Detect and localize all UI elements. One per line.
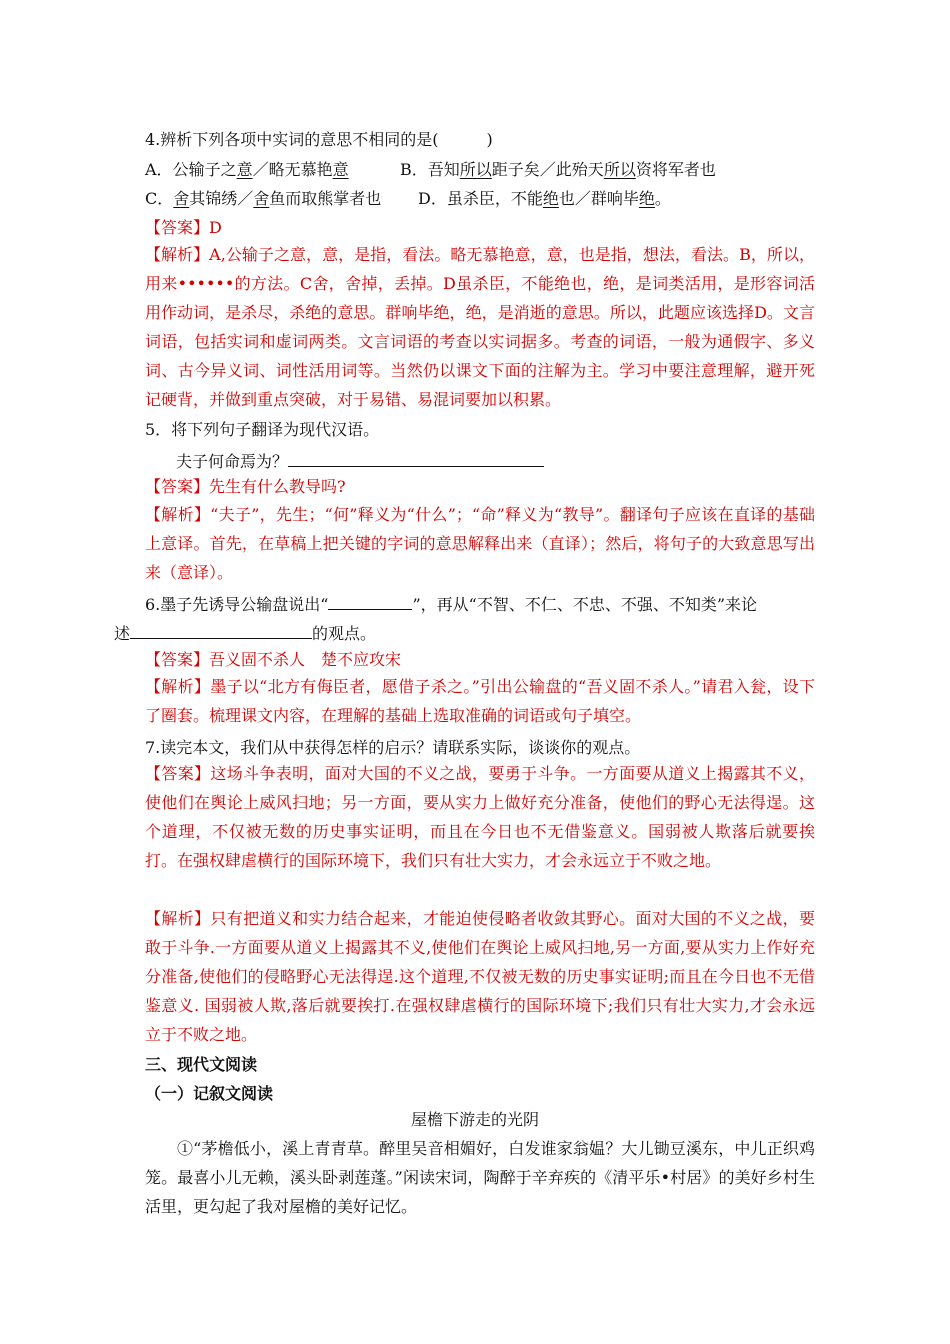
q6-blank-2[interactable] <box>130 621 312 639</box>
option-d-text-1: 虽杀臣，不能 <box>446 189 543 208</box>
q4-answer: 【答案】D <box>145 218 222 237</box>
q6-stem-b: ”，再从“不智、不仁、不忠、不强、不知类”来论 <box>412 595 757 614</box>
section-heading: 三、现代文阅读 <box>145 1055 258 1074</box>
q6-stem-d: 的观点。 <box>312 624 377 643</box>
q7-stem: 7.读完本文，我们从中获得怎样的启示？请联系实际，谈谈你的观点。 <box>145 738 641 757</box>
q7-answer: 【答案】这场斗争表明，面对大国的不义之战，要勇于斗争。一方面要从道义上揭露其不义，使他们在舆论上威风扫地；另一方面，要从实力上做好充分准备，使他们的野心无法得逞。这个道理，不仅被无数的历史事实证明，而且在今日也不无借鉴意义。国弱被人欺落后就要挨打。在强权肆虐横行的国际环境下，我们只有壮大实力，才会永远立于不败之地。 <box>145 764 815 870</box>
q7-analysis: 【解析】只有把道义和实力结合起来，才能迫使侵略者收敛其野心。面对大国的不义之战，要敢于斗争.一方面要从道义上揭露其不义,使他们在舆论上威风扫地,另一方面,要从实力上作好充分准备,使他们的侵略野心无法得逞.这个道理,不仅被无数的历史事实证明;而且在今日也不无借鉴意义. 国弱被人欺,落后就要挨打.在强权肆虐横行的国际环境下;我们只有壮大实力,才会永远立于不败之地。 <box>145 909 815 1044</box>
section-subheading: （一）记叙文阅读 <box>145 1084 274 1103</box>
q5-answer-blank[interactable] <box>288 449 544 467</box>
q6-answer: 【答案】吾义固不杀人 楚不应攻宋 <box>145 650 402 669</box>
option-a-text-1: 公输子之 <box>172 160 237 179</box>
option-c-underlined-2: 舍 <box>253 189 270 208</box>
q5-answer: 【答案】先生有什么教导吗? <box>145 477 346 496</box>
q6-analysis: 【解析】墨子以“北方有侮臣者，愿借子杀之。”引出公输盘的“吾义固不杀人。”请君入瓮，设下了圈套。梳理课文内容，在理解的基础上选取准确的词语或句子填空。 <box>145 677 815 725</box>
option-d-text-2: 也／群响毕 <box>558 189 639 208</box>
q4-option-b <box>400 160 716 180</box>
q6-blank-1[interactable] <box>328 592 412 610</box>
q4-options-row-1 <box>145 160 349 180</box>
option-d-label: D． <box>418 189 447 208</box>
option-b-underlined-2: 所以 <box>603 160 636 179</box>
q4-stem: 4.辨析下列各项中实词的意思不相同的是( ) <box>145 130 493 149</box>
option-a-text-2: ／略无慕艳 <box>252 160 333 179</box>
q4-analysis: 【解析】A,公输子之意，意，是指，看法。略无慕艳意，意，也是指，想法，看法。B，所以，用来••••••的方法。C舍，舍掉，丢掉。D虽杀臣，不能绝也，绝，是词类活用，是形容词活用作动词，是杀尽，杀绝的意思。群响毕绝，绝，是消逝的意思。所以，此题应该选择D。文言词语，包括实词和虚词两类。文言词语的考查以实词据多。考查的词语，一般为通假字、多义词、古今异义词、词性活用词等。当然仍以课文下面的注解为主。学习中要注意理解，避开死记硬背，并做到重点突破，对于易错、易混词要加以积累。 <box>145 245 815 409</box>
q5-stem: 5．将下列句子翻译为现代汉语。 <box>145 420 380 439</box>
q6-stem-line-2 <box>114 621 376 644</box>
q6-stem-a: 6.墨子先诱导公输盘说出“ <box>145 595 329 614</box>
q5-sentence: 夫子何命焉为？ <box>176 452 289 471</box>
option-c-text-2: 鱼而取熊掌者也 <box>269 189 382 208</box>
option-c-text-1: 其锦绣／ <box>189 189 254 208</box>
q4-option-c <box>145 189 381 209</box>
option-b-text-3: 资将军者也 <box>635 160 716 179</box>
option-d-underlined-1: 绝 <box>542 189 559 208</box>
q5-sentence-line <box>176 449 544 472</box>
option-b-text-2: 距子矣／此殆天 <box>491 160 604 179</box>
option-a-label: A． <box>145 160 173 179</box>
article-title: 屋檐下游走的光阴 <box>410 1110 539 1129</box>
option-c-label: C． <box>145 189 174 208</box>
option-d-underlined-2: 绝 <box>638 189 655 208</box>
q6-stem-c: 述 <box>114 624 131 643</box>
option-b-text-1: 吾知 <box>427 160 460 179</box>
option-a-underlined-2: 意 <box>332 160 349 179</box>
article-paragraph-1: ①“茅檐低小，溪上青青草。醉里吴音相媚好，白发谁家翁媪？大儿锄豆溪东，中儿正织鸡笼。最喜小儿无赖，溪头卧剥莲蓬。”闲读宋词，陶醉于辛弃疾的《清平乐•村居》的美好乡村生活里，更勾起了我对屋檐的美好记忆。 <box>145 1139 815 1216</box>
q4-option-d <box>418 189 671 209</box>
option-b-label: B． <box>400 160 428 179</box>
q6-stem-line-1 <box>145 592 757 615</box>
option-a-underlined-1: 意 <box>236 160 253 179</box>
option-c-underlined-1: 舍 <box>173 189 190 208</box>
option-b-underlined-1: 所以 <box>459 160 492 179</box>
q5-analysis: 【解析】“夫子”，先生；“何”释义为“什么”；“命”释义为“教导”。翻译句子应该在直译的基础上意译。首先，在草稿上把关键的字词的意思解释出来（直译）；然后，将句子的大致意思写出来（意译）。 <box>145 505 815 582</box>
option-d-text-3: 。 <box>654 189 671 208</box>
